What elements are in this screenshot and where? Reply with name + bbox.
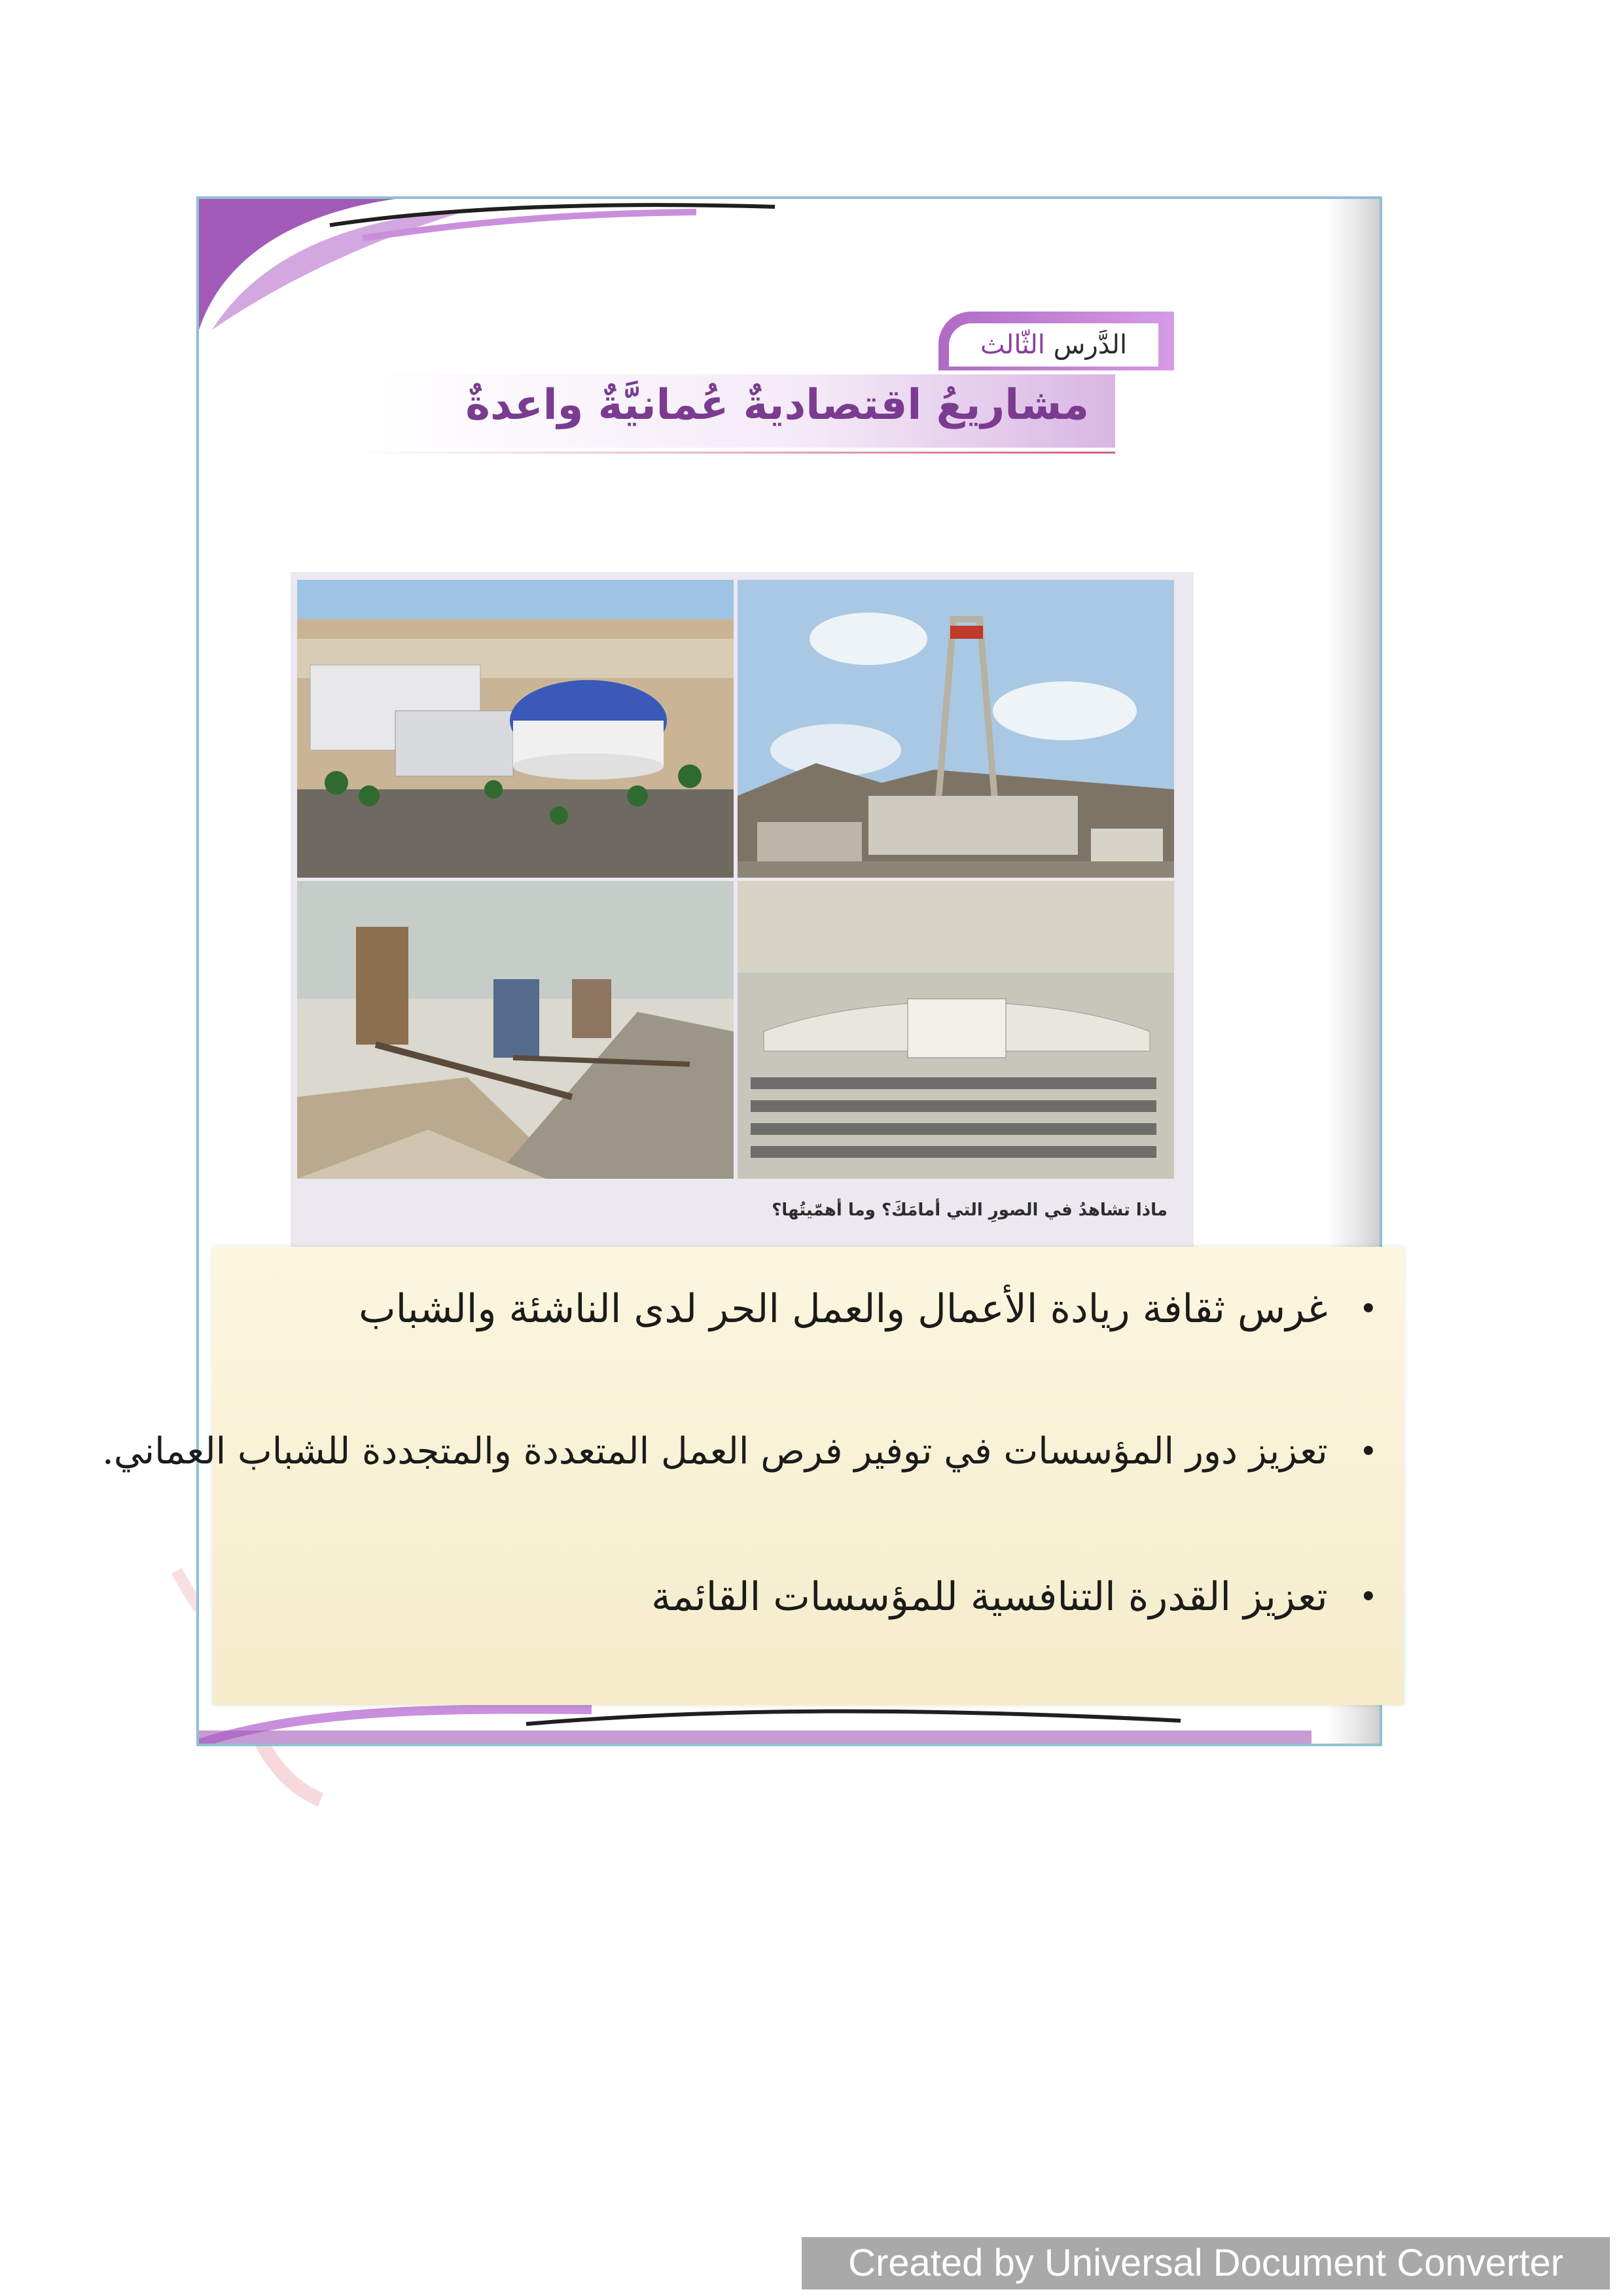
bullet-icon: • — [1359, 1291, 1378, 1327]
lesson-number-tab — [938, 312, 1174, 370]
bullet-icon: • — [1359, 1433, 1378, 1470]
key-point-text: تعزيز القدرة التنافسية للمؤسسات القائمة — [651, 1574, 1328, 1620]
crusher-plant-photo — [297, 881, 734, 1179]
key-point-text: تعزيز دور المؤسسات في توفير فرص العمل المتعددة والمتجددة للشباب العماني. — [102, 1430, 1328, 1473]
lesson-title: مشاريعُ اقتصاديةٌ عُمانيَّةٌ واعدةٌ — [465, 381, 1089, 429]
bullet-icon: • — [1359, 1579, 1378, 1615]
airport-terminal-photo — [738, 881, 1174, 1179]
converter-watermark-label: Created by Universal Document Converter — [802, 2237, 1610, 2289]
sports-complex-photo — [297, 580, 734, 878]
photo-caption: ماذا تشاهدُ في الصورِ التي أمامَكَ؟ وما أهمّيتُها؟ — [772, 1200, 1168, 1220]
drilling-rig-photo — [738, 580, 1174, 878]
key-point-1 — [359, 1286, 1378, 1332]
lesson-ordinal: الثّالث — [980, 330, 1045, 360]
lesson-number-label — [949, 323, 1158, 367]
lesson-word: الدَّرس — [1053, 330, 1128, 360]
lesson-title-band — [356, 374, 1115, 448]
key-points-box — [102, 1247, 1404, 1705]
photo-collage-panel — [291, 572, 1194, 1253]
title-underline — [356, 452, 1115, 454]
top-decorative-swoosh — [199, 199, 788, 330]
key-point-text: غرس ثقافة ريادة الأعمال والعمل الحر لدى الناشئة والشباب — [359, 1286, 1328, 1332]
key-point-2 — [102, 1430, 1378, 1473]
bottom-decorative-swoosh — [199, 1704, 1311, 1744]
key-point-3 — [651, 1574, 1378, 1620]
